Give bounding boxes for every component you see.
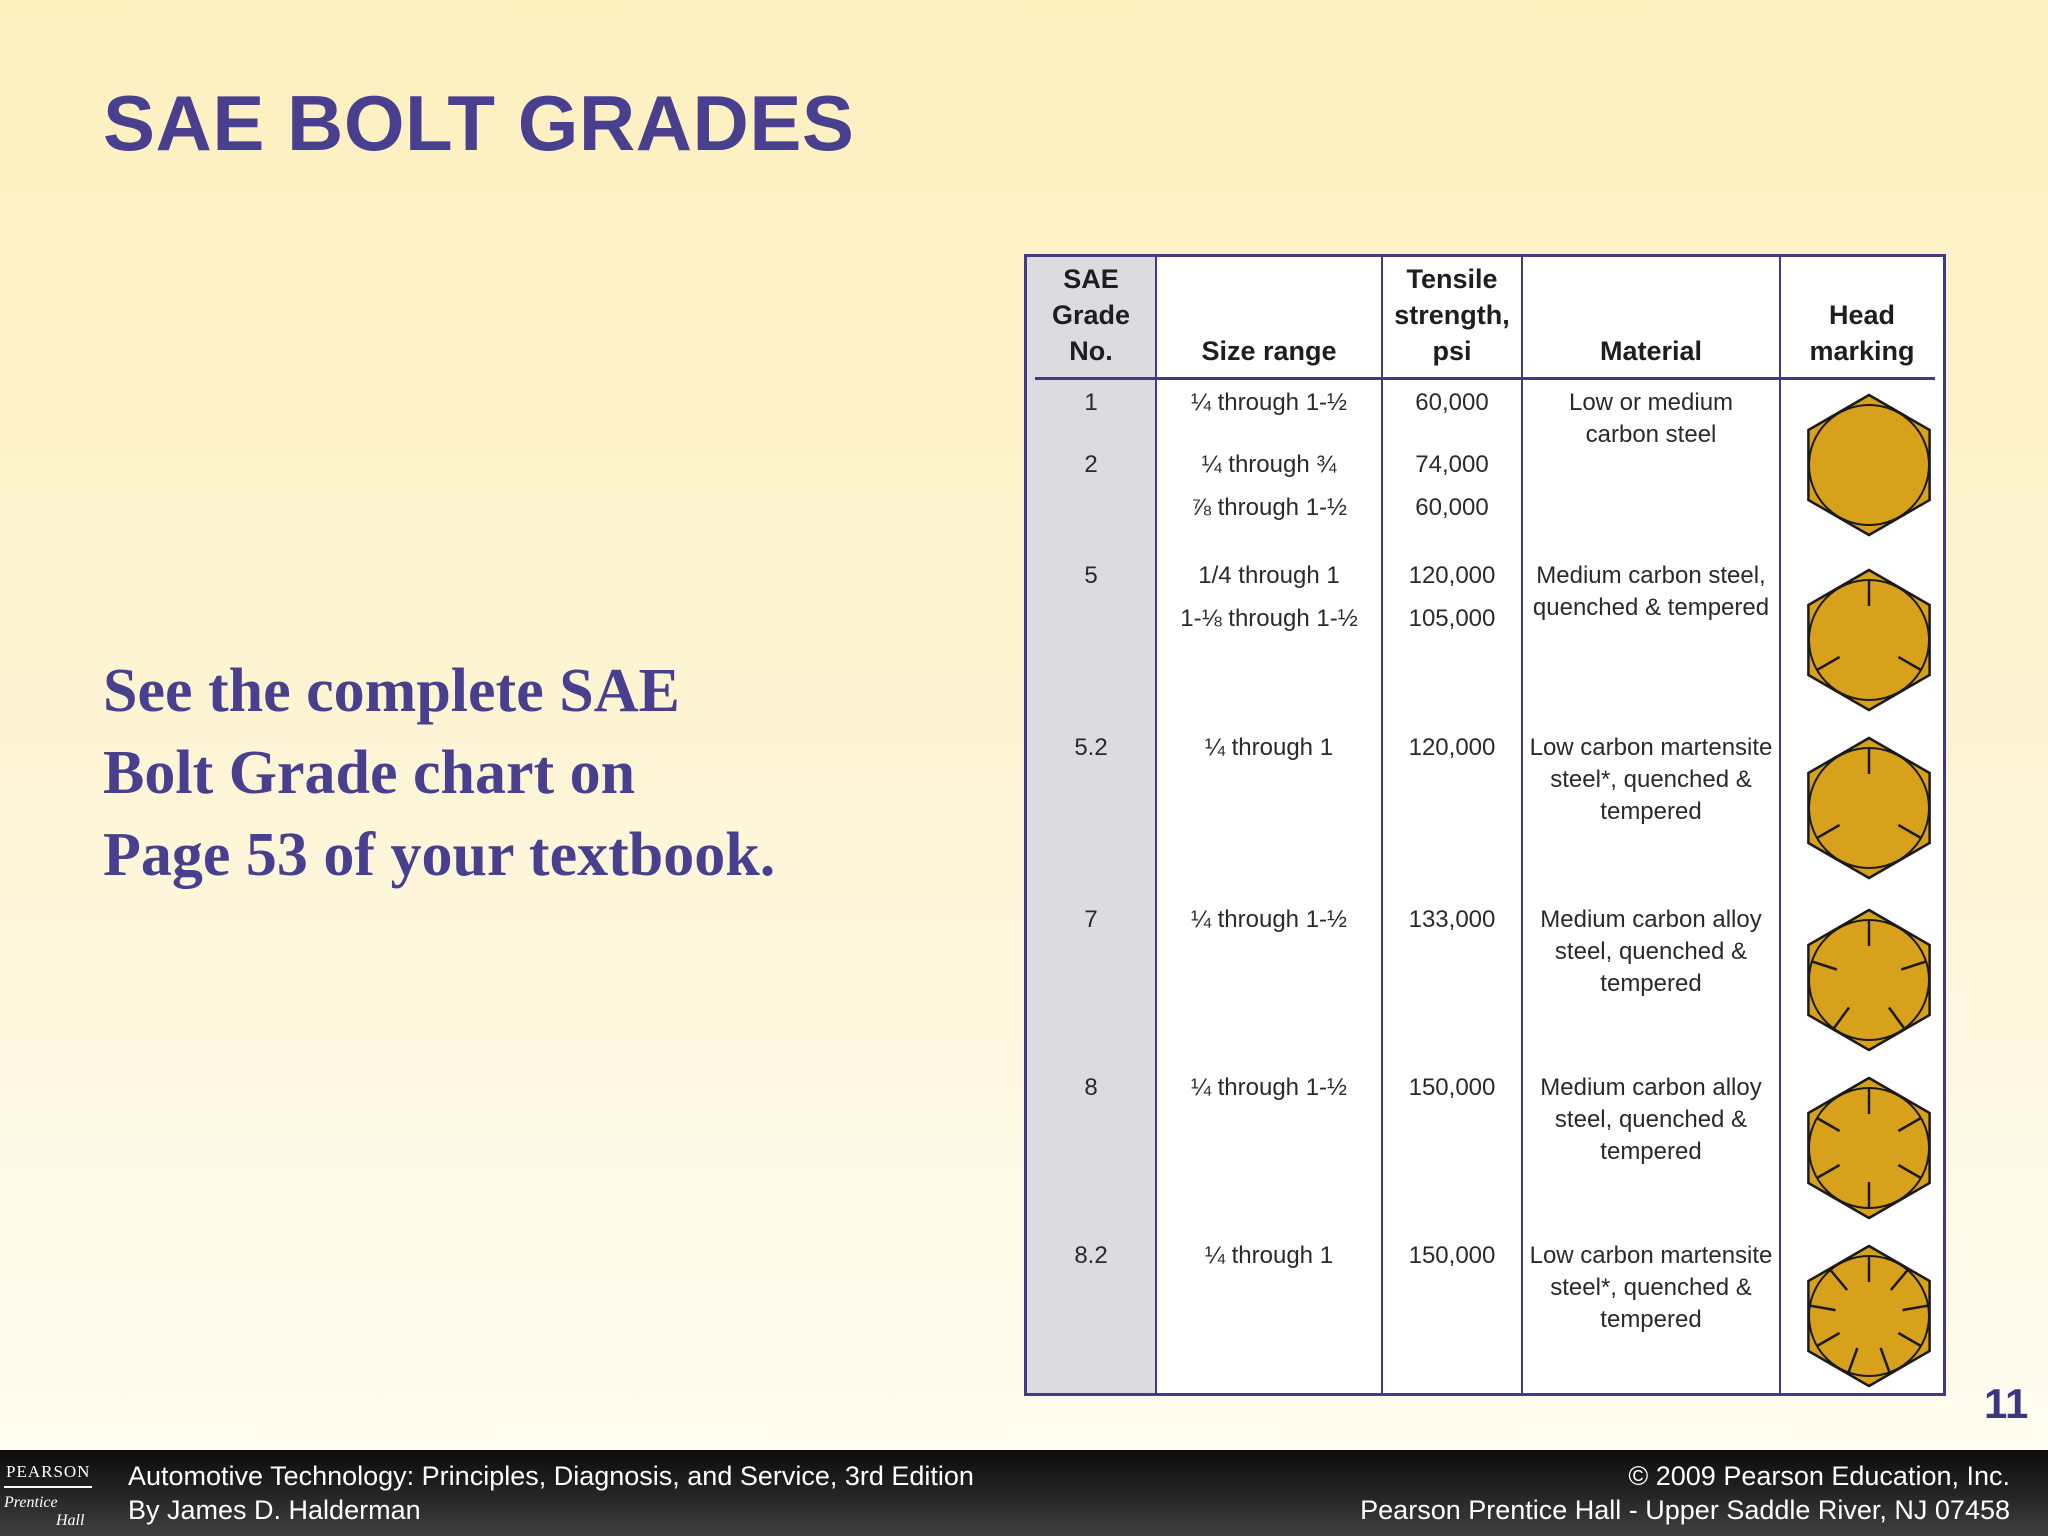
pearson-logo: PEARSON Prentice Hall [4, 1462, 91, 1529]
size-cell: ¼ through 1-½ [1190, 1074, 1348, 1101]
slide-title: SAE BOLT GRADES [103, 79, 855, 167]
hex-head-grade-1-2 [1805, 392, 1933, 538]
size-cell: ¼ through 1 [1204, 1242, 1334, 1269]
material-cell: Medium carbon steel, quenched & tempered [1532, 562, 1770, 621]
grade-cell: 1 [1084, 389, 1098, 416]
grade-cell: 7 [1084, 906, 1098, 933]
grade-cell: 8.2 [1074, 1242, 1108, 1269]
footer-publisher: Pearson Prentice Hall - Upper Saddle River, NJ 07458 [1360, 1495, 2010, 1525]
material-cell: Medium carbon alloy steel, quenched & tempered [1540, 1074, 1762, 1165]
footer-bar [0, 1450, 2048, 1536]
tensile-cell: 74,000 [1415, 451, 1489, 478]
hex-head-grade-5 [1805, 567, 1933, 713]
material-cell: Medium carbon alloy steel, quenched & tempered [1540, 906, 1762, 997]
page-number: 11 [1984, 1380, 2029, 1427]
size-cell: ¼ through 1-½ [1190, 389, 1348, 416]
hex-outline [1808, 395, 1929, 535]
header-head-marking: Head marking [1809, 300, 1915, 366]
tensile-cell: 150,000 [1408, 1074, 1496, 1101]
hex-head-grade-7 [1805, 907, 1933, 1053]
footer-book-title: Automotive Technology: Principles, Diagnosis, and Service, 3rd Edition [128, 1461, 974, 1491]
grade-cell: 8 [1084, 1074, 1098, 1101]
material-cell: Low or medium carbon steel [1568, 389, 1734, 448]
footer-author: By James D. Halderman [128, 1495, 421, 1525]
hex-head-grade-8-2 [1805, 1243, 1933, 1389]
grade-column-shade [1027, 257, 1155, 1393]
note-line-1: See the complete SAE [103, 657, 680, 725]
column-divider [1155, 257, 1157, 1393]
size-cell: 1-⅛ through 1-½ [1180, 605, 1358, 632]
tensile-cell: 120,000 [1408, 734, 1496, 761]
hex-head-grade-5-2 [1805, 735, 1933, 881]
header-grade: SAE Grade No. [1051, 264, 1131, 366]
material-cell: Low carbon martensite steel*, quenched & tempered [1529, 734, 1773, 825]
hex-head-grade-8 [1805, 1075, 1933, 1221]
tensile-cell: 60,000 [1415, 389, 1489, 416]
header-size-range: Size range [1201, 336, 1337, 366]
header-material: Material [1599, 336, 1703, 366]
header-tensile: Tensile strength, psi [1394, 264, 1510, 366]
size-cell: ¼ through ¾ [1201, 451, 1337, 478]
grade-cell: 5.2 [1074, 734, 1108, 761]
size-cell: ⅞ through 1-½ [1190, 494, 1348, 521]
tensile-cell: 150,000 [1408, 1242, 1496, 1269]
tensile-cell: 60,000 [1415, 494, 1489, 521]
textbook-note [103, 650, 923, 896]
header-rule [1035, 377, 1935, 380]
tensile-cell: 105,000 [1408, 605, 1496, 632]
size-cell: ¼ through 1-½ [1190, 906, 1348, 933]
grade-cell: 5 [1084, 562, 1098, 589]
grade-cell: 2 [1084, 451, 1098, 478]
size-cell: 1/4 through 1 [1198, 562, 1340, 589]
footer-copyright: © 2009 Pearson Education, Inc. [1628, 1461, 2010, 1491]
tensile-cell: 133,000 [1408, 906, 1496, 933]
column-divider [1381, 257, 1383, 1393]
tensile-cell: 120,000 [1408, 562, 1496, 589]
material-cell: Low carbon martensite steel*, quenched & tempered [1529, 1242, 1773, 1333]
note-line-2: Bolt Grade chart on [103, 739, 636, 807]
sae-grade-table [1024, 254, 1946, 1396]
size-cell: ¼ through 1 [1204, 734, 1334, 761]
note-line-3: Page 53 of your textbook. [103, 821, 776, 889]
column-divider [1779, 257, 1781, 1393]
